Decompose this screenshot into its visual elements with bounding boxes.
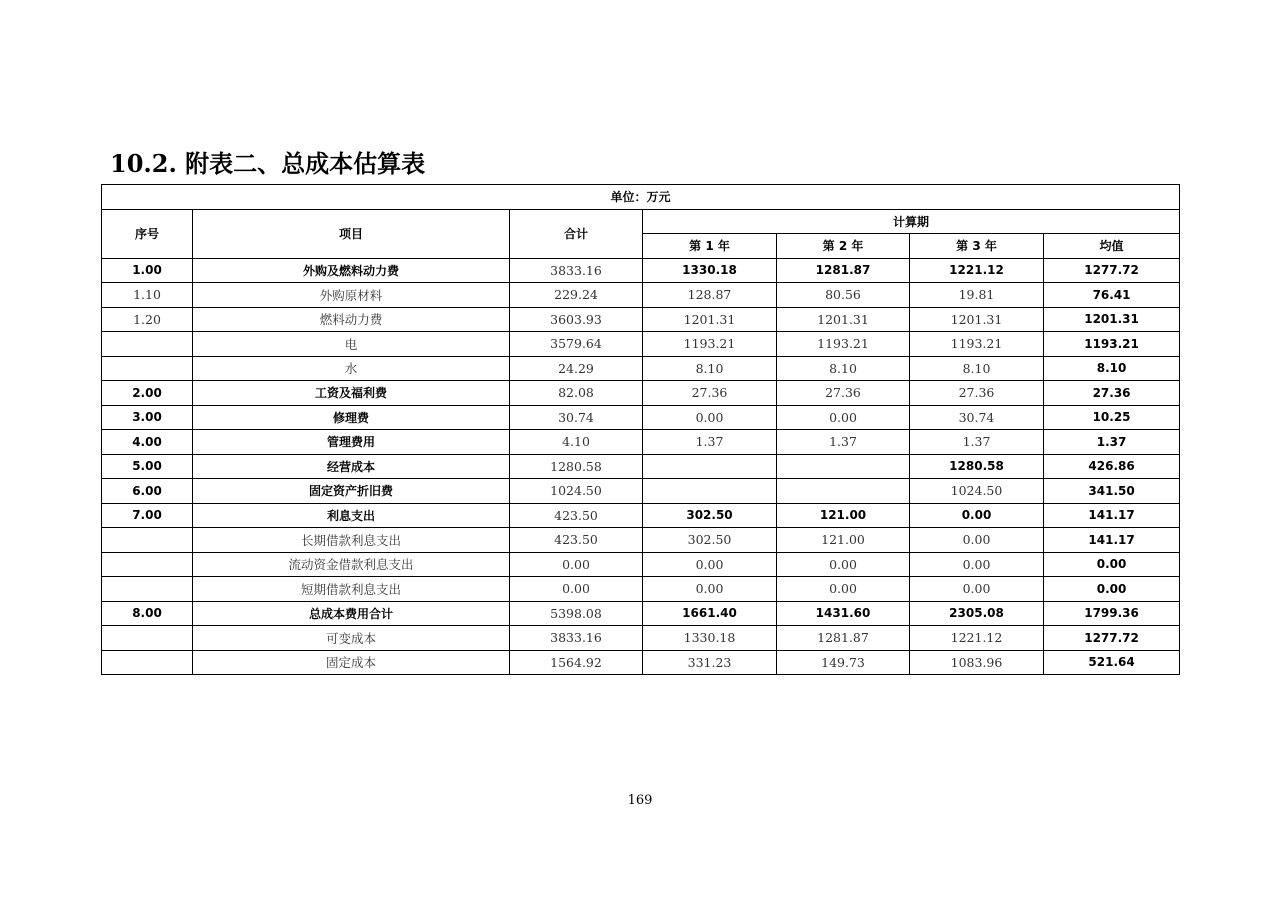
- table-row: [102, 577, 1180, 602]
- cell-y3: 0.00: [910, 503, 1044, 528]
- cell-y1: 128.87: [643, 283, 777, 308]
- cell-seq: 1.00: [102, 258, 193, 283]
- cell-y2: [777, 479, 910, 504]
- cell-item: 利息支出: [193, 503, 510, 528]
- cell-total: 0.00: [510, 552, 643, 577]
- table-row: [102, 283, 1180, 308]
- page-number: 169: [627, 793, 653, 808]
- cell-y2: 1201.31: [777, 307, 910, 332]
- cell-item: 燃料动力费: [193, 307, 510, 332]
- cell-y1: 0.00: [643, 552, 777, 577]
- cell-y2: 0.00: [777, 577, 910, 602]
- cell-avg: 426.86: [1044, 454, 1180, 479]
- table-row: [102, 430, 1180, 455]
- cell-avg: 1277.72: [1044, 626, 1180, 651]
- cell-y1: 1.37: [643, 430, 777, 455]
- cell-avg: 1.37: [1044, 430, 1180, 455]
- table-row: [102, 503, 1180, 528]
- cell-total: 3579.64: [510, 332, 643, 357]
- cell-seq: [102, 528, 193, 553]
- cell-y1: 331.23: [643, 650, 777, 675]
- cell-y3: 30.74: [910, 405, 1044, 430]
- table-row: [102, 381, 1180, 406]
- cell-y2: 1281.87: [777, 626, 910, 651]
- cell-item: 工资及福利费: [193, 381, 510, 406]
- cell-y2: 121.00: [777, 503, 910, 528]
- cell-seq: [102, 626, 193, 651]
- cell-y1: 302.50: [643, 503, 777, 528]
- cell-y1: 0.00: [643, 405, 777, 430]
- header-year-2: 第 2 年: [777, 234, 910, 259]
- cell-item: 流动资金借款利息支出: [193, 552, 510, 577]
- cell-y3: 1280.58: [910, 454, 1044, 479]
- table-row: [102, 356, 1180, 381]
- cell-item: 外购及燃料动力费: [193, 258, 510, 283]
- cell-total: 1280.58: [510, 454, 643, 479]
- cell-y2: 80.56: [777, 283, 910, 308]
- cell-y3: 19.81: [910, 283, 1044, 308]
- table-row: [102, 405, 1180, 430]
- cell-item: 可变成本: [193, 626, 510, 651]
- cell-total: 423.50: [510, 528, 643, 553]
- cell-y2: 121.00: [777, 528, 910, 553]
- cell-y3: 1201.31: [910, 307, 1044, 332]
- table-row: [102, 258, 1180, 283]
- cell-total: 24.29: [510, 356, 643, 381]
- cell-y3: 1.37: [910, 430, 1044, 455]
- header-seq: 序号: [102, 209, 193, 258]
- cell-y3: 8.10: [910, 356, 1044, 381]
- cell-item: 经营成本: [193, 454, 510, 479]
- cell-y2: 0.00: [777, 405, 910, 430]
- cell-y2: 1431.60: [777, 601, 910, 626]
- header-year-3: 第 3 年: [910, 234, 1044, 259]
- cell-seq: 1.20: [102, 307, 193, 332]
- cell-avg: 521.64: [1044, 650, 1180, 675]
- cell-y1: 8.10: [643, 356, 777, 381]
- cell-y3: 2305.08: [910, 601, 1044, 626]
- cell-avg: 8.10: [1044, 356, 1180, 381]
- cell-total: 82.08: [510, 381, 643, 406]
- cell-item: 电: [193, 332, 510, 357]
- cell-y1: [643, 454, 777, 479]
- cell-avg: 76.41: [1044, 283, 1180, 308]
- cell-avg: 141.17: [1044, 503, 1180, 528]
- cell-seq: 3.00: [102, 405, 193, 430]
- cell-y2: 1193.21: [777, 332, 910, 357]
- cell-seq: 2.00: [102, 381, 193, 406]
- cell-item: 管理费用: [193, 430, 510, 455]
- section-title: 10.2. 附表二、总成本估算表: [110, 149, 426, 178]
- cell-item: 总成本费用合计: [193, 601, 510, 626]
- table-row: [102, 650, 1180, 675]
- cell-y2: 8.10: [777, 356, 910, 381]
- cell-seq: 4.00: [102, 430, 193, 455]
- table-row: [102, 552, 1180, 577]
- cell-y2: 0.00: [777, 552, 910, 577]
- table-body: [102, 258, 1180, 675]
- cell-avg: 27.36: [1044, 381, 1180, 406]
- cell-y3: 0.00: [910, 528, 1044, 553]
- cell-y2: 1.37: [777, 430, 910, 455]
- table-row: [102, 307, 1180, 332]
- cell-total: 3833.16: [510, 258, 643, 283]
- cell-y1: [643, 479, 777, 504]
- cell-y3: 27.36: [910, 381, 1044, 406]
- cell-seq: [102, 552, 193, 577]
- cell-avg: 341.50: [1044, 479, 1180, 504]
- cell-total: 1024.50: [510, 479, 643, 504]
- cell-y1: 1201.31: [643, 307, 777, 332]
- unit-label: 单位：万元: [102, 185, 1180, 210]
- cell-avg: 1799.36: [1044, 601, 1180, 626]
- cell-item: 固定资产折旧费: [193, 479, 510, 504]
- cell-y2: 1281.87: [777, 258, 910, 283]
- header-avg: 均值: [1044, 234, 1180, 259]
- table-row: [102, 626, 1180, 651]
- header-period: 计算期: [643, 209, 1180, 234]
- cell-seq: [102, 356, 193, 381]
- cell-avg: 10.25: [1044, 405, 1180, 430]
- header-year-1: 第 1 年: [643, 234, 777, 259]
- table-row: [102, 479, 1180, 504]
- cell-avg: 0.00: [1044, 577, 1180, 602]
- cell-avg: 1277.72: [1044, 258, 1180, 283]
- cell-total: 229.24: [510, 283, 643, 308]
- cell-seq: 8.00: [102, 601, 193, 626]
- cell-seq: [102, 650, 193, 675]
- cell-y1: 1193.21: [643, 332, 777, 357]
- cell-item: 修理费: [193, 405, 510, 430]
- cell-total: 3603.93: [510, 307, 643, 332]
- cell-total: 423.50: [510, 503, 643, 528]
- cell-avg: 0.00: [1044, 552, 1180, 577]
- cell-y1: 1330.18: [643, 258, 777, 283]
- cell-item: 外购原材料: [193, 283, 510, 308]
- cell-avg: 141.17: [1044, 528, 1180, 553]
- cell-item: 短期借款利息支出: [193, 577, 510, 602]
- cell-seq: [102, 332, 193, 357]
- table-row: [102, 528, 1180, 553]
- cell-total: 5398.08: [510, 601, 643, 626]
- cell-y1: 1661.40: [643, 601, 777, 626]
- cell-y3: 0.00: [910, 577, 1044, 602]
- table-row: [102, 332, 1180, 357]
- cell-y2: 149.73: [777, 650, 910, 675]
- cell-y3: 0.00: [910, 552, 1044, 577]
- cell-y3: 1083.96: [910, 650, 1044, 675]
- cell-item: 水: [193, 356, 510, 381]
- cell-total: 0.00: [510, 577, 643, 602]
- cell-y1: 302.50: [643, 528, 777, 553]
- cell-y3: 1221.12: [910, 626, 1044, 651]
- table-row: [102, 454, 1180, 479]
- cell-avg: 1201.31: [1044, 307, 1180, 332]
- cell-seq: 1.10: [102, 283, 193, 308]
- cell-avg: 1193.21: [1044, 332, 1180, 357]
- header-row-1: [102, 209, 1180, 234]
- cell-item: 长期借款利息支出: [193, 528, 510, 553]
- total-cost-estimate-table: [101, 184, 1180, 675]
- cell-seq: [102, 577, 193, 602]
- table-row: [102, 601, 1180, 626]
- cell-y3: 1221.12: [910, 258, 1044, 283]
- cell-y1: 0.00: [643, 577, 777, 602]
- cell-total: 3833.16: [510, 626, 643, 651]
- cell-total: 4.10: [510, 430, 643, 455]
- cell-total: 30.74: [510, 405, 643, 430]
- cell-y1: 1330.18: [643, 626, 777, 651]
- cell-y2: 27.36: [777, 381, 910, 406]
- header-item: 项目: [193, 209, 510, 258]
- cell-total: 1564.92: [510, 650, 643, 675]
- cell-item: 固定成本: [193, 650, 510, 675]
- cell-seq: 7.00: [102, 503, 193, 528]
- cell-y3: 1193.21: [910, 332, 1044, 357]
- cell-y2: [777, 454, 910, 479]
- cell-y1: 27.36: [643, 381, 777, 406]
- header-total: 合计: [510, 209, 643, 258]
- cell-seq: 6.00: [102, 479, 193, 504]
- unit-row: [102, 185, 1180, 210]
- cell-seq: 5.00: [102, 454, 193, 479]
- cell-y3: 1024.50: [910, 479, 1044, 504]
